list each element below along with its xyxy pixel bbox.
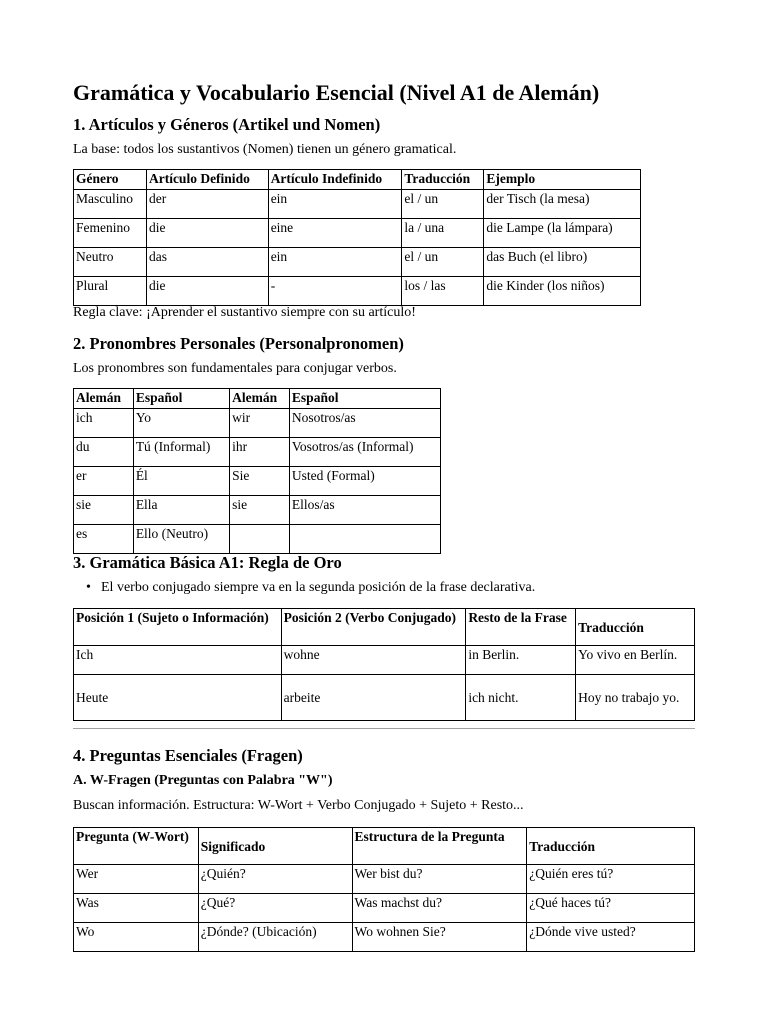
table-header-row	[74, 170, 641, 190]
section-4-intro: Buscan información. Estructura: W-Wort + Verbo Conjugado + Sujeto + Resto...	[73, 798, 524, 813]
table-header-cell: Artículo Indefinido	[268, 170, 402, 190]
table-cell: Usted (Formal)	[289, 467, 440, 496]
table-cell: eine	[268, 219, 402, 248]
table-cell: es	[74, 525, 134, 554]
table-cell: Wer	[74, 865, 199, 894]
table-row	[74, 248, 641, 277]
section-4-subheading: A. W-Fragen (Preguntas con Palabra "W")	[73, 773, 333, 788]
table-cell: du	[74, 438, 134, 467]
table-cell: ein	[268, 190, 402, 219]
table-cell: Yo	[133, 409, 229, 438]
table-cell: los / las	[402, 277, 484, 306]
table-row	[74, 190, 641, 219]
table-cell: Plural	[74, 277, 147, 306]
section-2-intro: Los pronombres son fundamentales para conjugar verbos.	[73, 361, 397, 376]
bullet-text: El verbo conjugado siempre va en la segunda posición de la frase declarativa.	[101, 580, 536, 595]
table-header-cell: Resto de la Frase	[466, 609, 576, 646]
table-cell: Wo	[74, 923, 199, 952]
table-cell: die	[146, 277, 268, 306]
table-header-cell: Posición 2 (Verbo Conjugado)	[281, 609, 466, 646]
table-cell: die Kinder (los niños)	[484, 277, 641, 306]
table-row	[74, 467, 441, 496]
table-cell: ich	[74, 409, 134, 438]
table-cell	[289, 525, 440, 554]
table-cell: ¿Quién eres tú?	[527, 865, 695, 894]
section-3-heading: 3. Gramática Básica A1: Regla de Oro	[73, 553, 342, 572]
questions-table	[73, 827, 695, 952]
table-cell: Masculino	[74, 190, 147, 219]
section-1-rule: Regla clave: ¡Aprender el sustantivo siempre con su artículo!	[73, 305, 416, 320]
document-title: Gramática y Vocabulario Esencial (Nivel A1 de Alemán)	[73, 80, 600, 105]
word-order-table	[73, 608, 695, 721]
table-header-cell: Artículo Definido	[146, 170, 268, 190]
table-row	[74, 277, 641, 306]
table-cell: la / una	[402, 219, 484, 248]
table-cell: ¿Dónde? (Ubicación)	[198, 923, 352, 952]
table-row	[74, 438, 441, 467]
table-cell: Tú (Informal)	[133, 438, 229, 467]
table-row	[74, 496, 441, 525]
table-header-cell: Posición 1 (Sujeto o Información)	[74, 609, 282, 646]
table-cell: arbeite	[281, 675, 466, 721]
table-cell: Heute	[74, 675, 282, 721]
table-header-cell: Alemán	[230, 389, 290, 409]
table-row	[74, 409, 441, 438]
table-cell: der Tisch (la mesa)	[484, 190, 641, 219]
table-cell: die	[146, 219, 268, 248]
table-cell: ¿Qué?	[198, 894, 352, 923]
table-cell: Nosotros/as	[289, 409, 440, 438]
table-cell: -	[268, 277, 402, 306]
table-header-cell: Español	[133, 389, 229, 409]
table-row	[74, 923, 695, 952]
table-cell: ich nicht.	[466, 675, 576, 721]
table-cell: Neutro	[74, 248, 147, 277]
table-header-cell: Género	[74, 170, 147, 190]
table-cell: Was	[74, 894, 199, 923]
table-cell: sie	[230, 496, 290, 525]
section-4-heading: 4. Preguntas Esenciales (Fragen)	[73, 746, 303, 765]
table-header-row	[74, 609, 695, 646]
table-cell: sie	[74, 496, 134, 525]
table-row	[74, 525, 441, 554]
table-cell: Vosotros/as (Informal)	[289, 438, 440, 467]
table-cell: das Buch (el libro)	[484, 248, 641, 277]
articles-table	[73, 169, 641, 306]
table-header-cell: Alemán	[74, 389, 134, 409]
table-cell: Sie	[230, 467, 290, 496]
table-header-row	[74, 828, 695, 865]
table-cell: ¿Qué haces tú?	[527, 894, 695, 923]
table-cell: Yo vivo en Berlín.	[576, 646, 695, 675]
table-header-cell: Traducción	[527, 828, 695, 865]
table-row	[74, 675, 695, 721]
table-header-cell: Traducción	[576, 609, 695, 646]
pronouns-table	[73, 388, 441, 554]
table-cell: die Lampe (la lámpara)	[484, 219, 641, 248]
table-header-cell: Estructura de la Pregunta	[352, 828, 527, 865]
table-cell: wir	[230, 409, 290, 438]
table-header-cell: Ejemplo	[484, 170, 641, 190]
table-row	[74, 894, 695, 923]
table-cell: ¿Quién?	[198, 865, 352, 894]
table-cell: ein	[268, 248, 402, 277]
table-header-cell: Pregunta (W-Wort)	[74, 828, 199, 865]
table-cell: Ella	[133, 496, 229, 525]
table-cell: Was machst du?	[352, 894, 527, 923]
table-row	[74, 219, 641, 248]
table-row	[74, 865, 695, 894]
table-header-cell: Español	[289, 389, 440, 409]
table-cell: Ellos/as	[289, 496, 440, 525]
table-header-cell: Traducción	[402, 170, 484, 190]
table-cell: el / un	[402, 190, 484, 219]
section-1-intro: La base: todos los sustantivos (Nomen) tienen un género gramatical.	[73, 142, 457, 157]
section-divider	[73, 728, 695, 729]
table-cell: Wer bist du?	[352, 865, 527, 894]
table-header-row	[74, 389, 441, 409]
table-cell: Hoy no trabajo yo.	[576, 675, 695, 721]
table-cell: Wo wohnen Sie?	[352, 923, 527, 952]
table-cell: Femenino	[74, 219, 147, 248]
section-3-bullet	[86, 580, 536, 596]
table-row	[74, 646, 695, 675]
table-cell: ¿Dónde vive usted?	[527, 923, 695, 952]
table-cell: der	[146, 190, 268, 219]
table-cell: Ello (Neutro)	[133, 525, 229, 554]
table-cell: in Berlin.	[466, 646, 576, 675]
table-cell: ihr	[230, 438, 290, 467]
table-header-cell: Significado	[198, 828, 352, 865]
section-2-heading: 2. Pronombres Personales (Personalpronomen)	[73, 334, 404, 353]
table-cell: das	[146, 248, 268, 277]
table-cell: er	[74, 467, 134, 496]
table-cell: Él	[133, 467, 229, 496]
bullet-icon: •	[86, 580, 91, 595]
table-cell: wohne	[281, 646, 466, 675]
section-1-heading: 1. Artículos y Géneros (Artikel und Nomen)	[73, 115, 381, 134]
table-cell	[230, 525, 290, 554]
table-cell: el / un	[402, 248, 484, 277]
table-cell: Ich	[74, 646, 282, 675]
